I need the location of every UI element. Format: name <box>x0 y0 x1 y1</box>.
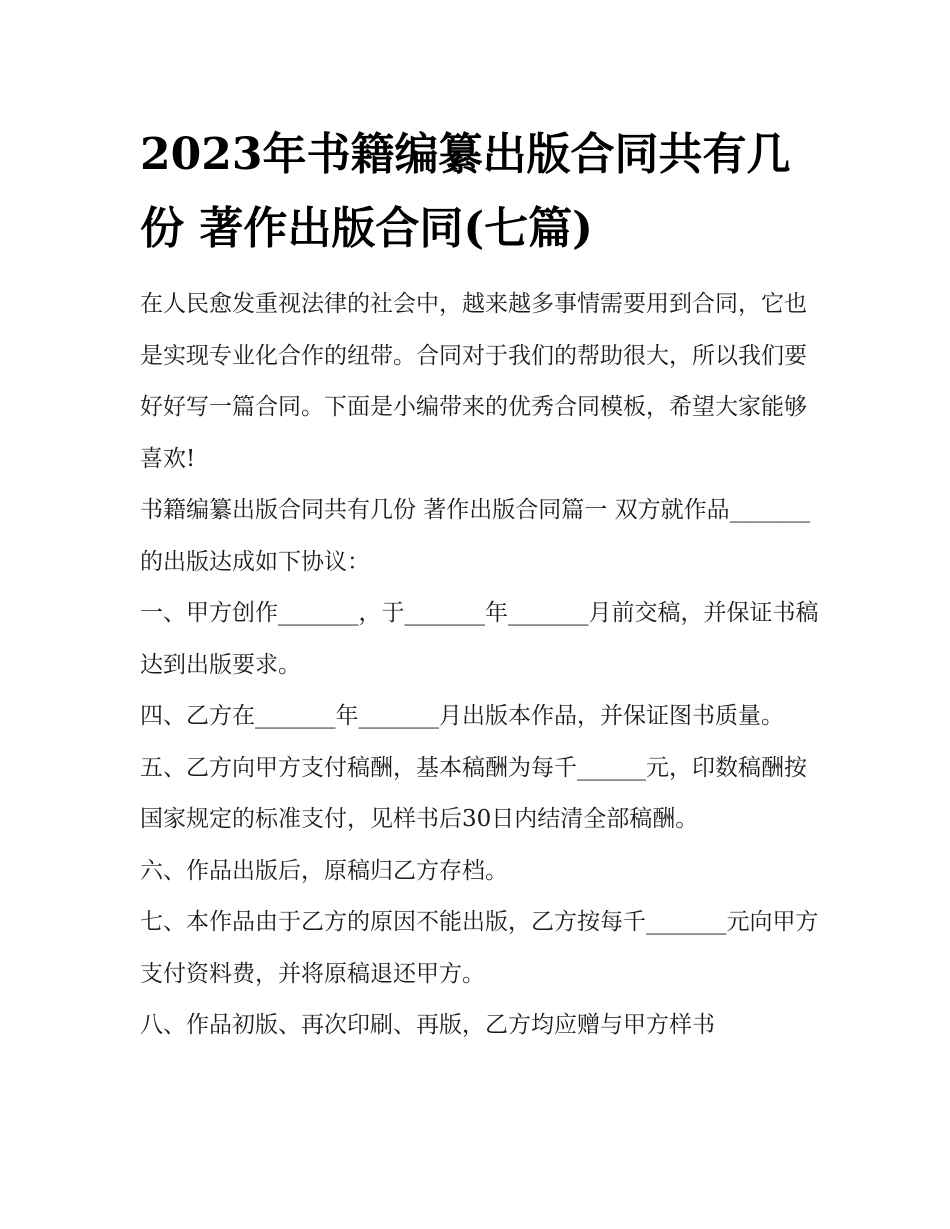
paragraph-clause-6: 六、作品出版后，原稿归乙方存档。 <box>140 857 508 884</box>
paragraph-clause-8: 八、作品初版、再次印刷、再版，乙方均应赠与甲方样书 <box>140 1012 715 1038</box>
paragraph-clause-7: 七、本作品由于乙方的原因不能出版，乙方按每千_______元向甲方支付资料费，并将原稿退还甲方。 <box>140 909 819 987</box>
paragraph-intro: 在人民愈发重视法律的社会中，越来越多事情需要用到合同，它也是实现专业化合作的纽带。合同对于我们的帮助很大，所以我们要好好写一篇合同。下面是小编带来的优秀合同模板，希望大家能够喜欢! <box>140 291 807 472</box>
paragraph-contract-heading: 书籍编纂出版合同共有几份 著作出版合同篇一 双方就作品_______的出版达成如下协议： <box>140 497 811 575</box>
paragraph-clause-5: 五、乙方向甲方支付稿酬，基本稿酬为每千______元，印数稿酬按国家规定的标准支付，见样书后30日内结清全部稿酬。 <box>140 754 807 832</box>
paragraph-clause-4: 四、乙方在_______年_______月出版本作品，并保证图书质量。 <box>140 703 784 729</box>
document-title: 2023年书籍编纂出版合同共有几份 著作出版合同(七篇) <box>140 129 791 254</box>
paragraph-clause-1: 一、甲方创作_______，于_______年_______月前交稿，并保证书稿达到出版要求。 <box>140 600 819 678</box>
document-body <box>140 279 820 1052</box>
